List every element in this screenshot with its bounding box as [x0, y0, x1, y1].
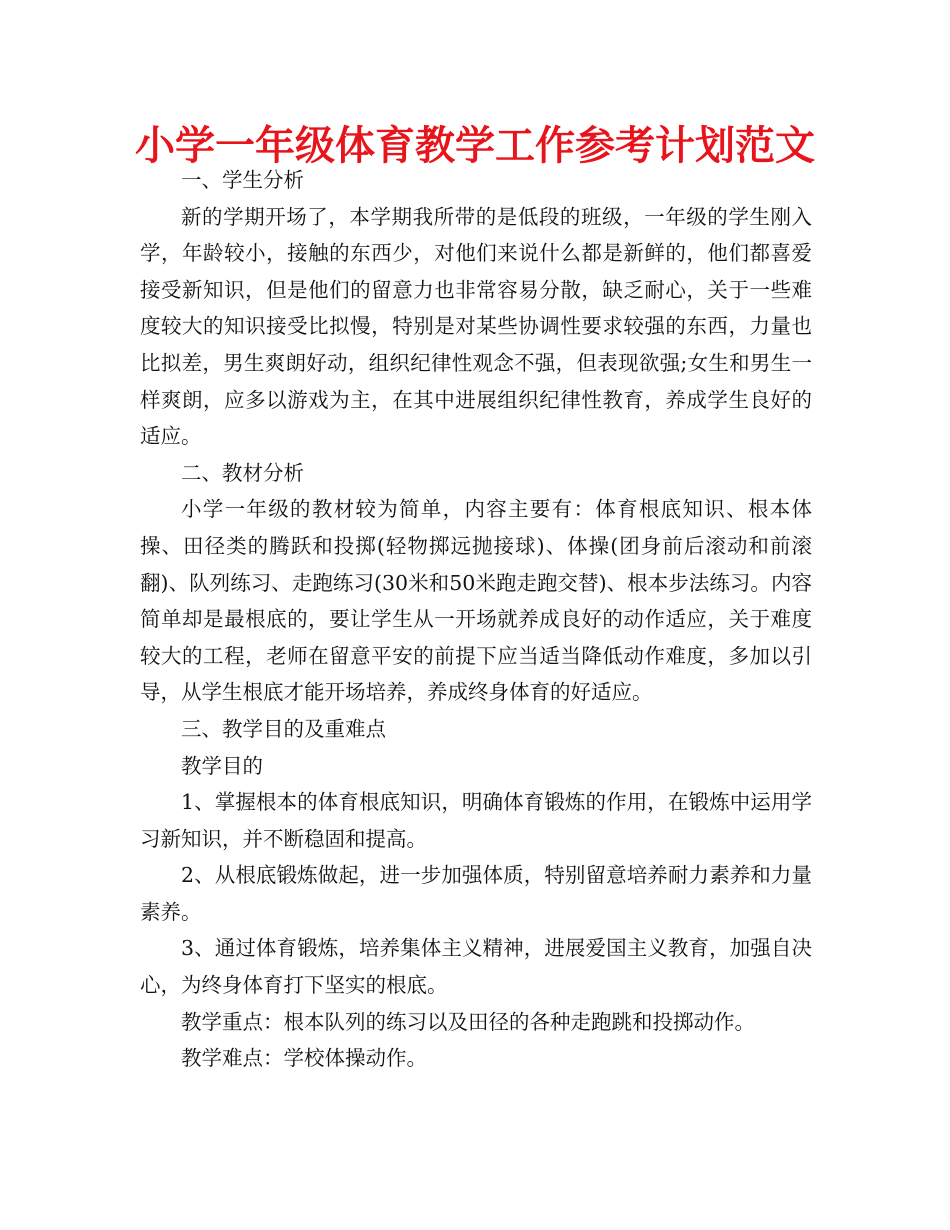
teaching-difficulty: 教学难点：学校体操动作。 [181, 1046, 427, 1071]
goal-item-2: 2、从根底锻炼做起，进一步加强体质，特别留意培养耐力素养和力量素养。 [140, 863, 812, 924]
document-body [140, 162, 812, 1077]
heading-textbook-analysis: 二、教材分析 [181, 460, 304, 485]
paragraph-textbook-analysis: 小学一年级的教材较为简单，内容主要有：体育根底知识、根本体操、田径类的腾跃和投掷(轻物掷远抛接球)、体操(团身前后滚动和前滚翻)、队列练习、走跑练习(30米和50米跑走跑交替)、根本步法练习。内容简单却是最根底的，要让学生从一开场就养成良好的动作适应，关于难度较大的工程，老师在留意平安的前提下应当适当降低动作难度，多加以引导，从学生根底才能开场培养，养成终身体育的好适应。 [140, 497, 812, 705]
document-title: 小学一年级体育教学工作参考计划范文 [135, 123, 815, 169]
teaching-focus: 教学重点：根本队列的练习以及田径的各种走跑跳和投掷动作。 [181, 1009, 755, 1034]
paragraph-student-analysis: 新的学期开场了，本学期我所带的是低段的班级，一年级的学生刚入学，年龄较小，接触的东西少，对他们来说什么都是新鲜的，他们都喜爱接受新知识，但是他们的留意力也非常容易分散，缺乏耐心，关于一些难度较大的知识接受比拟慢，特别是对某些协调性要求较强的东西，力量也比拟差，男生爽朗好动，组织纪律性观念不强，但表现欲强;女生和男生一样爽朗，应多以游戏为主，在其中进展组织纪律性教育，养成学生良好的适应。 [140, 204, 812, 449]
subheading-teaching-goals: 教学目的 [181, 753, 263, 778]
goal-item-3: 3、通过体育锻炼，培养集体主义精神，进展爱国主义教育，加强自决心，为终身体育打下坚实的根底。 [140, 936, 812, 998]
heading-student-analysis: 一、学生分析 [181, 168, 304, 192]
heading-teaching-goals: 三、教学目的及重难点 [181, 716, 386, 741]
goal-item-1: 1、掌握根本的体育根底知识，明确体育锻炼的作用，在锻炼中运用学习新知识，并不断稳固和提高。 [140, 790, 812, 851]
